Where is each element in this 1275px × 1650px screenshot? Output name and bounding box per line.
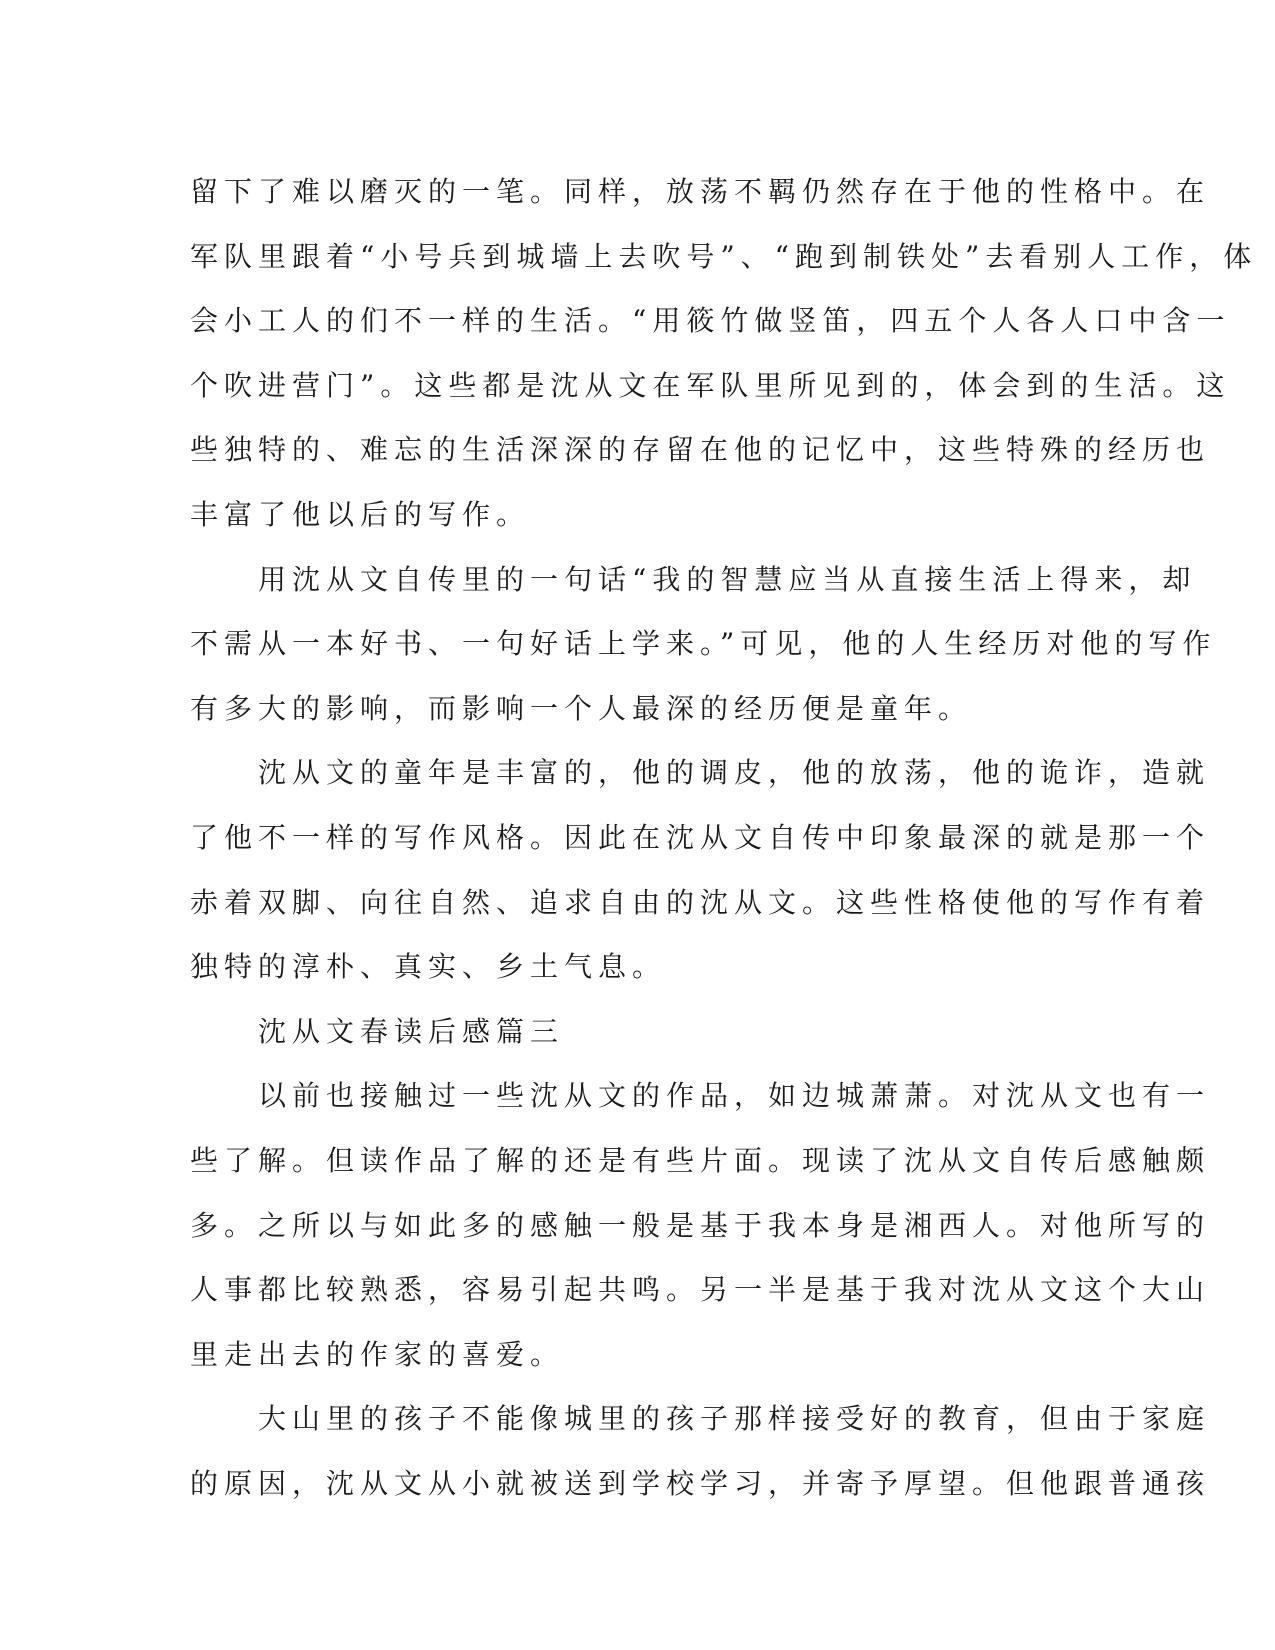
text-line: 独特的淳朴、真实、乡土气息。 [190,950,667,984]
text-line: 多。之所以与如此多的感触一般是基于我本身是湘西人。对他所写的 [190,1208,1211,1242]
text-line: 人事都比较熟悉，容易引起共鸣。另一半是基于我对沈从文这个大山 [190,1273,1211,1307]
text-line: 的原因，沈从文从小就被送到学校学习，并寄予厚望。但他跟普通孩 [190,1466,1211,1500]
text-line: 不需从一本好书、一句好话上学来。”可见，他的人生经历对他的写作 [190,627,1217,661]
text-line: 会小工人的们不一样的生活。“用筱竹做竖笛，四五个人各人口中含一 [190,304,1231,338]
text-line: 有多大的影响，而影响一个人最深的经历便是童年。 [190,691,973,725]
text-line: 个吹进营门”。这些都是沈从文在军队里所见到的，体会到的生活。这 [190,368,1231,402]
text-line: 军队里跟着“小号兵到城墙上去吹号”、“跑到制铁处”去看别人工作，体 [190,239,1258,273]
paragraph-start-line: 大山里的孩子不能像城里的孩子那样接受好的教育，但由于家庭 [258,1402,1211,1436]
text-line: 些独特的、难忘的生活深深的存留在他的记忆中，这些特殊的经历也 [190,433,1211,467]
paragraph-start-line: 沈从文的童年是丰富的，他的调皮，他的放荡，他的诡诈，造就 [258,756,1211,790]
text-line: 里走出去的作家的喜爱。 [190,1337,565,1371]
body-text [190,160,1258,1516]
text-line: 丰富了他以后的写作。 [190,497,531,531]
text-line: 了他不一样的写作风格。因此在沈从文自传中印象最深的就是那一个 [190,820,1211,854]
text-line: 赤着双脚、向往自然、追求自由的沈从文。这些性格使他的写作有着 [190,885,1211,919]
paragraph-start-line: 用沈从文自传里的一句话“我的智慧应当从直接生活上得来，却 [258,562,1197,596]
text-line: 留下了难以磨灭的一笔。同样，放荡不羁仍然存在于他的性格中。在 [190,175,1211,208]
text-line: 些了解。但读作品了解的还是有些片面。现读了沈从文自传后感触颇 [190,1143,1211,1177]
paragraph-start-line: 以前也接触过一些沈从文的作品，如边城萧萧。对沈从文也有一 [258,1079,1211,1113]
section-heading: 沈从文春读后感篇三 [258,1014,565,1048]
